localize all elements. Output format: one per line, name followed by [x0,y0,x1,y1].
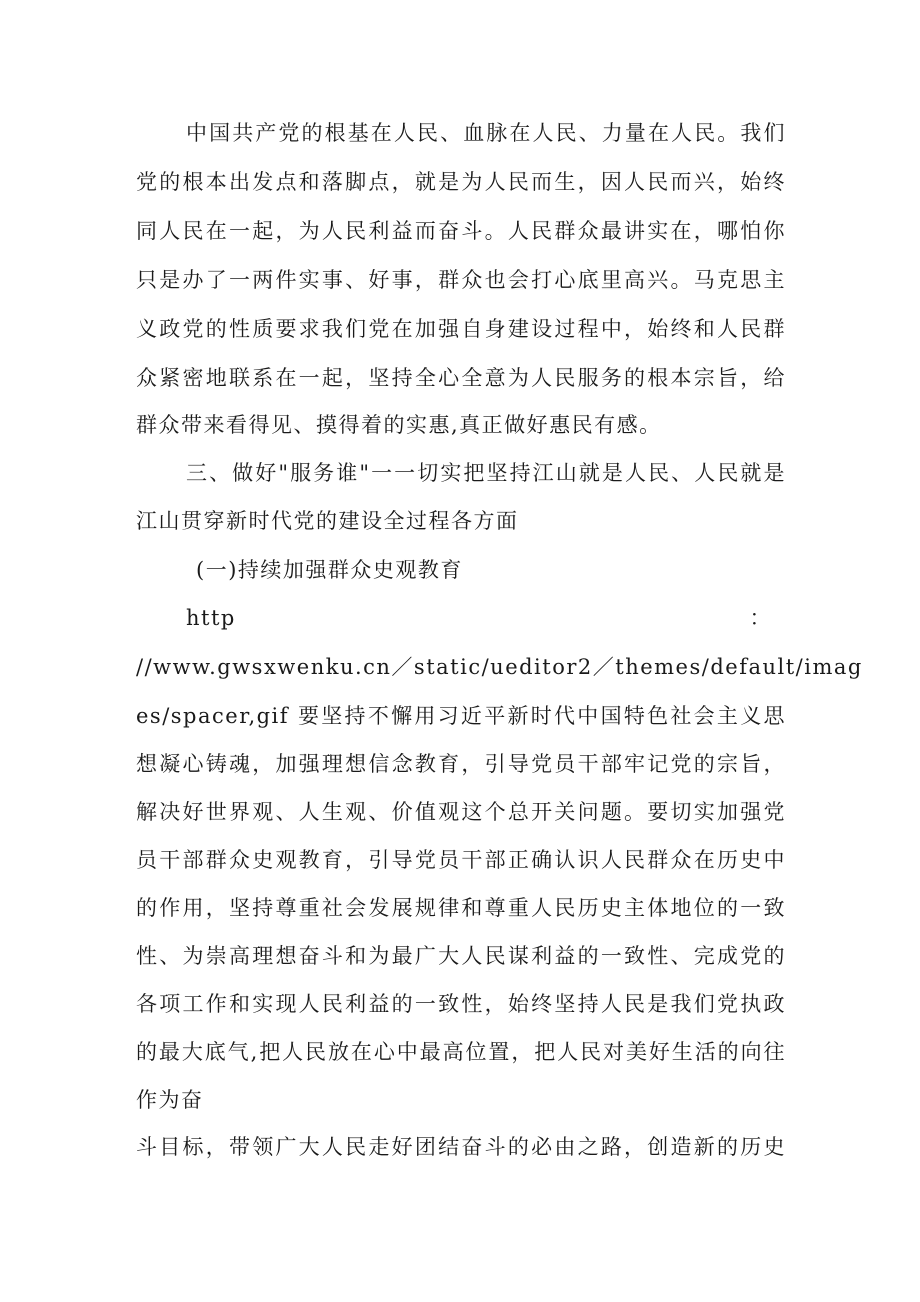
section-heading-line-2: 江山贯穿新时代党的建设全过程各方面 [136,509,519,533]
paragraph-1-line-4: 只是办了一两件实事、好事，群众也会打心底里高兴。马克思主 [136,268,786,292]
paragraph-1-line-1: 中国共产党的根基在人民、血脉在人民、力量在人民。我们 [186,121,786,145]
paragraph-2-line-9: 的最大底气,把人民放在心中最高位置，把人民对美好生活的向往 [136,1040,786,1064]
paragraph-1-line-6: 众紧密地联系在一起，坚持全心全意为人民服务的根本宗旨，给 [136,366,786,390]
url-fragment-right: ： [749,606,772,630]
paragraph-2-line-6: 的作用，坚持尊重社会发展规律和尊重人民历史主体地位的一致 [136,896,786,920]
url-fragment-line [186,603,786,633]
paragraph-2-line-2: es/spacer,gif 要坚持不懈用习近平新时代中国特色社会主义思 [136,704,786,728]
subheading: (一)持续加强群众史观教育 [196,558,463,582]
paragraph-1-line-2: 党的根本出发点和落脚点，就是为人民而生，因人民而兴，始终 [136,170,786,194]
url-fragment-left: http [186,606,236,630]
paragraph-1-line-7: 群众带来看得见、摸得着的实惠,真正做好惠民有感。 [136,413,662,437]
section-heading-line-1: 三、做好"服务谁"一一切实把坚持江山就是人民、人民就是 [186,461,786,485]
paragraph-2-line-4: 解决好世界观、人生观、价值观这个总开关问题。要切实加强党 [136,800,786,824]
paragraph-2-line-8: 各项工作和实现人民利益的一致性，始终坚持人民是我们党执政 [136,992,786,1016]
paragraph-2-line-5: 员干部群众史观教育，引导党员干部正确认识人民群众在历史中 [136,848,786,872]
paragraph-2-line-10: 作为奋 [136,1088,204,1112]
paragraph-2-line-1: //www.gwsxwenku.cn／static/ueditor2／themes/default/imag [136,655,863,679]
paragraph-1-line-5: 义政党的性质要求我们党在加强自身建设过程中，始终和人民群 [136,317,786,341]
paragraph-1-line-3: 同人民在一起，为人民利益而奋斗。人民群众最讲实在，哪怕你 [136,219,786,243]
paragraph-2-line-7: 性、为崇高理想奋斗和为最广大人民谋利益的一致性、完成党的 [136,944,786,968]
paragraph-2-line-3: 想凝心铸魂，加强理想信念教育，引导党员干部牢记党的宗旨， [136,752,786,776]
paragraph-3-line-1: 斗目标，带领广大人民走好团结奋斗的必由之路，创造新的历史 [136,1135,786,1159]
